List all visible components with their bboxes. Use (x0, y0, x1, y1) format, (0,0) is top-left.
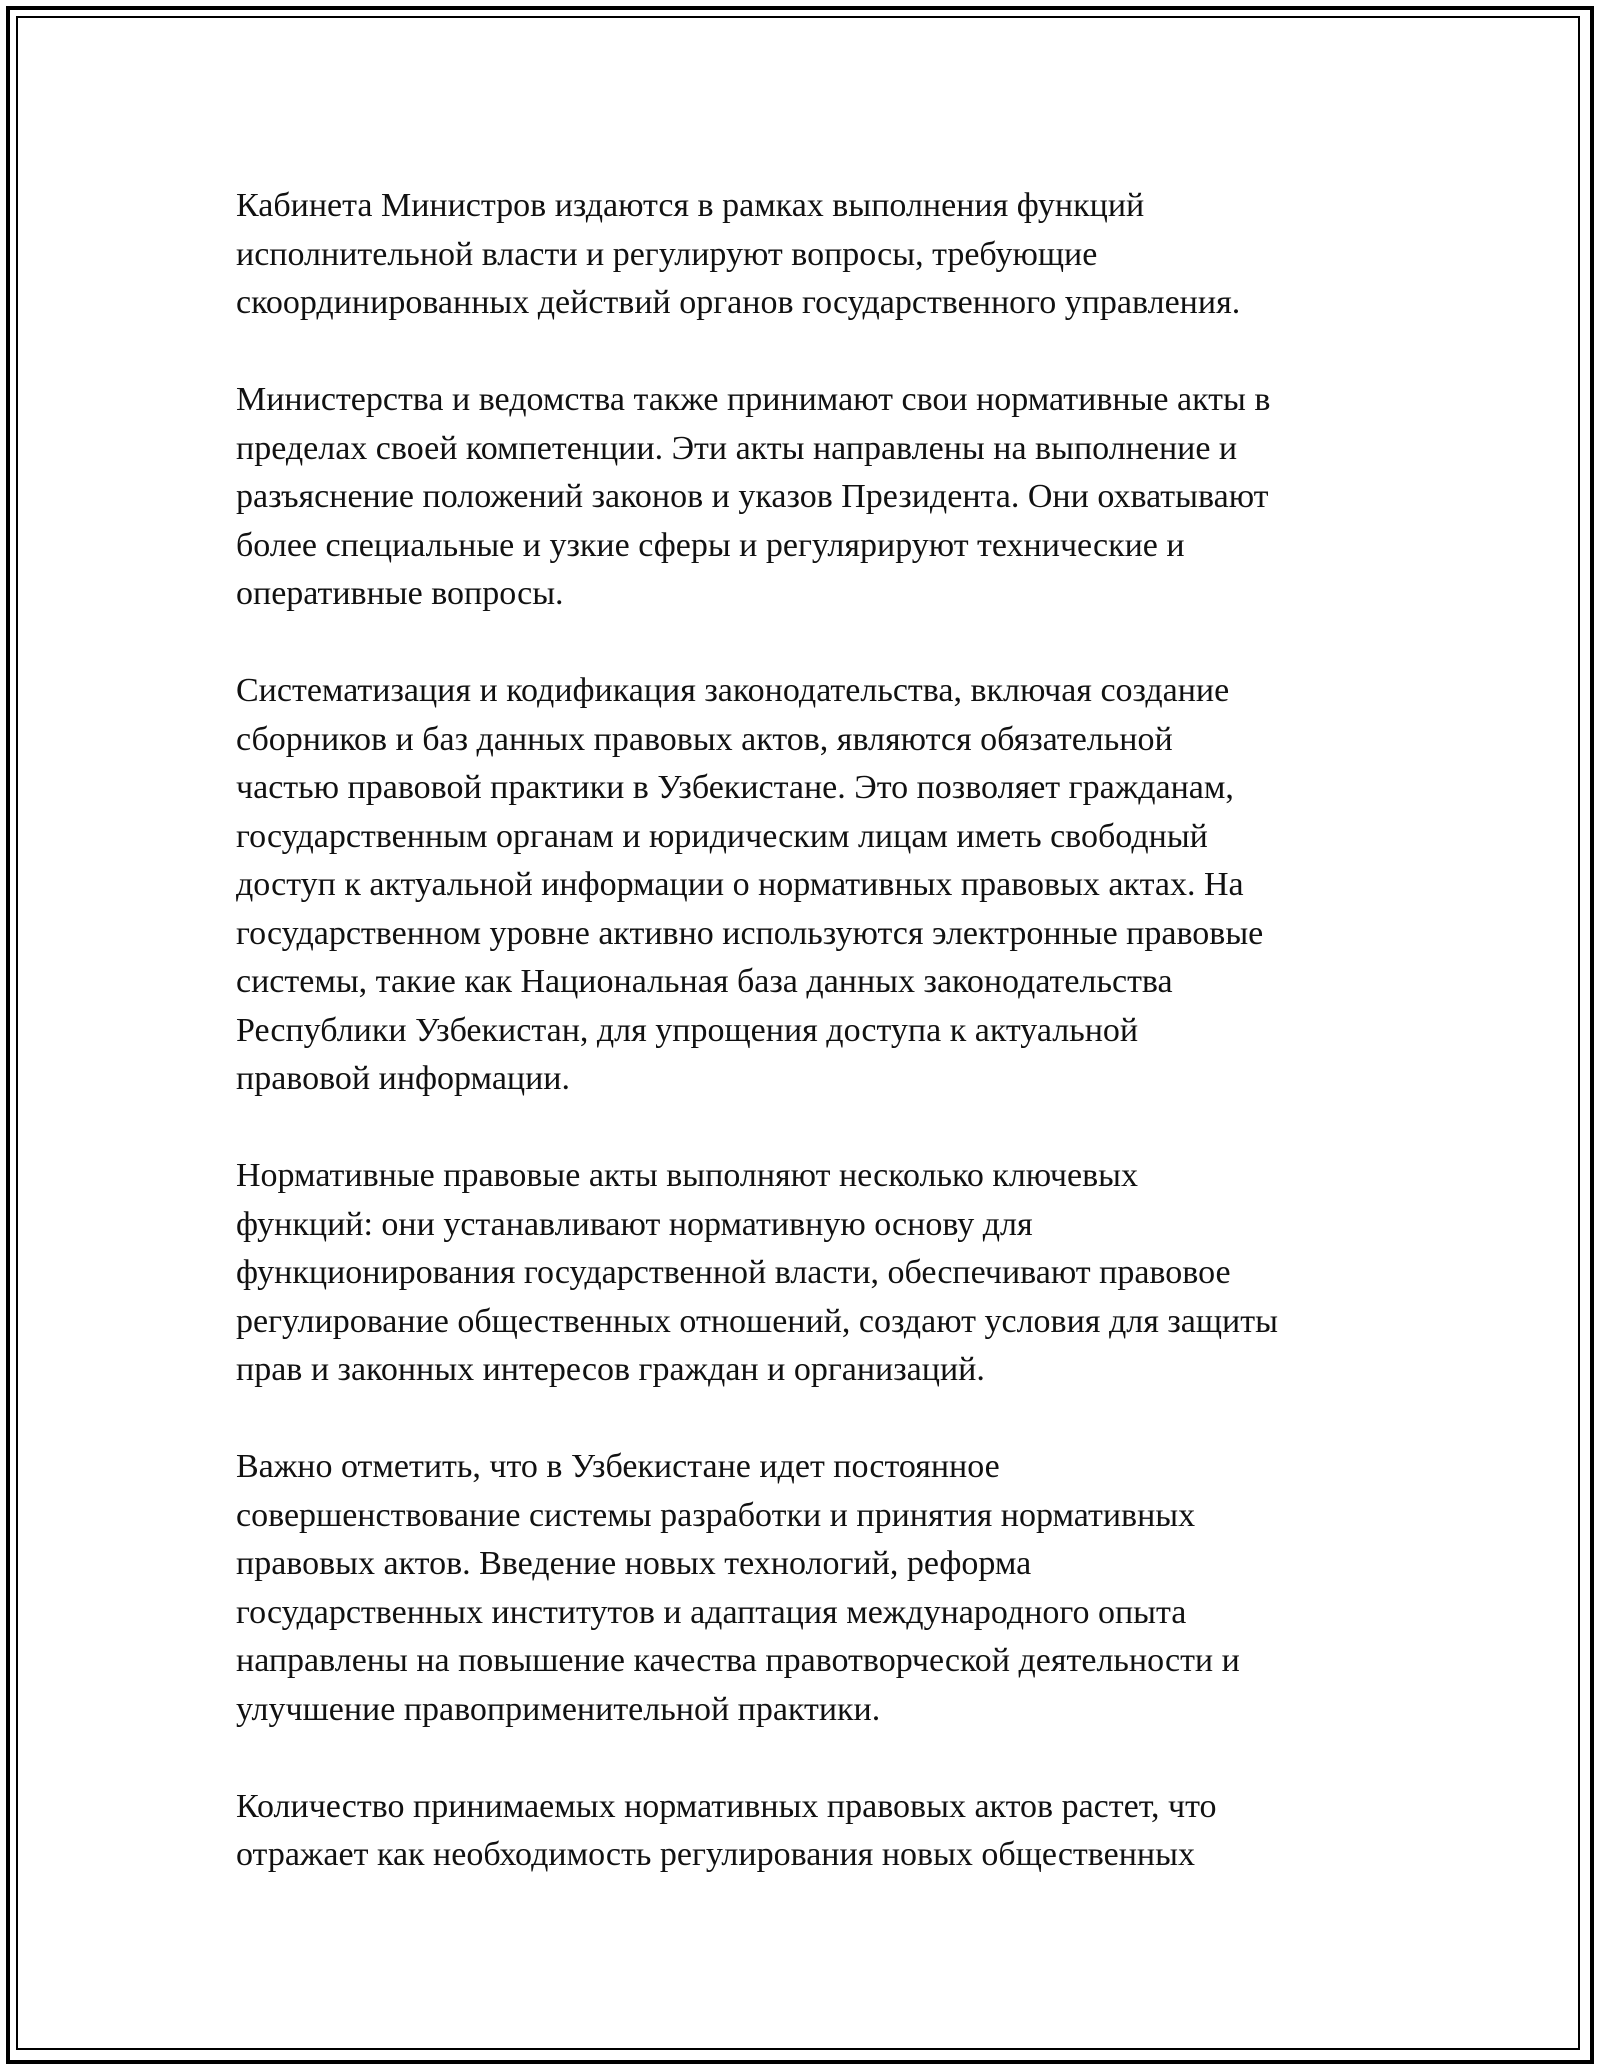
text-line: исполнительной власти и регулируют вопросы, требующие (236, 235, 1098, 273)
text-line: регулирование общественных отношений, создают условия для защиты (236, 1302, 1278, 1340)
text-line: более специальные и узкие сферы и регулярируют технические и (236, 526, 1185, 564)
text-line: оперативные вопросы. (236, 575, 564, 612)
text-line: государственным органам и юридическим лицам иметь свободный (236, 817, 1208, 855)
paragraph (236, 1443, 1376, 1734)
text-line: государственном уровне активно используются электронные правовые (236, 914, 1264, 952)
text-line: доступ к актуальной информации о нормативных правовых актах. На (236, 866, 1244, 903)
text-line: функционирования государственной власти, обеспечивают правовое (236, 1254, 1231, 1291)
text-line: Кабинета Министров издаются в рамках выполнения функций (236, 187, 1145, 224)
paragraph (236, 667, 1376, 1104)
text-line: правовой информации. (236, 1060, 570, 1097)
text-line: частью правовой практики в Узбекистане. Это позволяет гражданам, (236, 769, 1234, 806)
paragraph (236, 1152, 1376, 1395)
text-line: системы, такие как Национальная база данных законодательства (236, 963, 1173, 1000)
text-line: Нормативные правовые акты выполняют несколько ключевых (236, 1157, 1138, 1194)
text-line: прав и законных интересов граждан и организаций. (236, 1351, 985, 1388)
text-line: направлены на повышение качества правотворческой деятельности и (236, 1642, 1240, 1679)
text-line: скоординированных действий органов государственного управления. (236, 284, 1241, 321)
paragraph (236, 182, 1376, 328)
text-line: разъяснение положений законов и указов Президента. Они охватывают (236, 478, 1269, 515)
paragraph (236, 1783, 1376, 1880)
text-line: функций: они устанавливают нормативную основу для (236, 1205, 1033, 1243)
text-line: улучшение правоприменительной практики. (236, 1690, 881, 1728)
text-line: отражает как необходимость регулирования новых общественных (236, 1836, 1195, 1873)
text-line: Министерства и ведомства также принимают свои нормативные акты в (236, 381, 1271, 418)
text-line: правовых актов. Введение новых технологий, реформа (236, 1545, 1032, 1582)
text-line: Количество принимаемых нормативных правовых актов растет, что (236, 1787, 1217, 1825)
paragraph (236, 376, 1376, 619)
text-line: сборников и баз данных правовых актов, являются обязательной (236, 720, 1173, 758)
text-line: Систематизация и кодификация законодательства, включая создание (236, 672, 1230, 709)
text-line: Важно отметить, что в Узбекистане идет постоянное (236, 1448, 1000, 1485)
document-body (236, 182, 1376, 1928)
text-line: Республики Узбекистан, для упрощения доступа к актуальной (236, 1011, 1139, 1049)
text-line: совершенствование системы разработки и принятия нормативных (236, 1496, 1196, 1534)
text-line: государственных институтов и адаптация международного опыта (236, 1593, 1187, 1631)
text-line: пределах своей компетенции. Эти акты направлены на выполнение и (236, 429, 1238, 467)
